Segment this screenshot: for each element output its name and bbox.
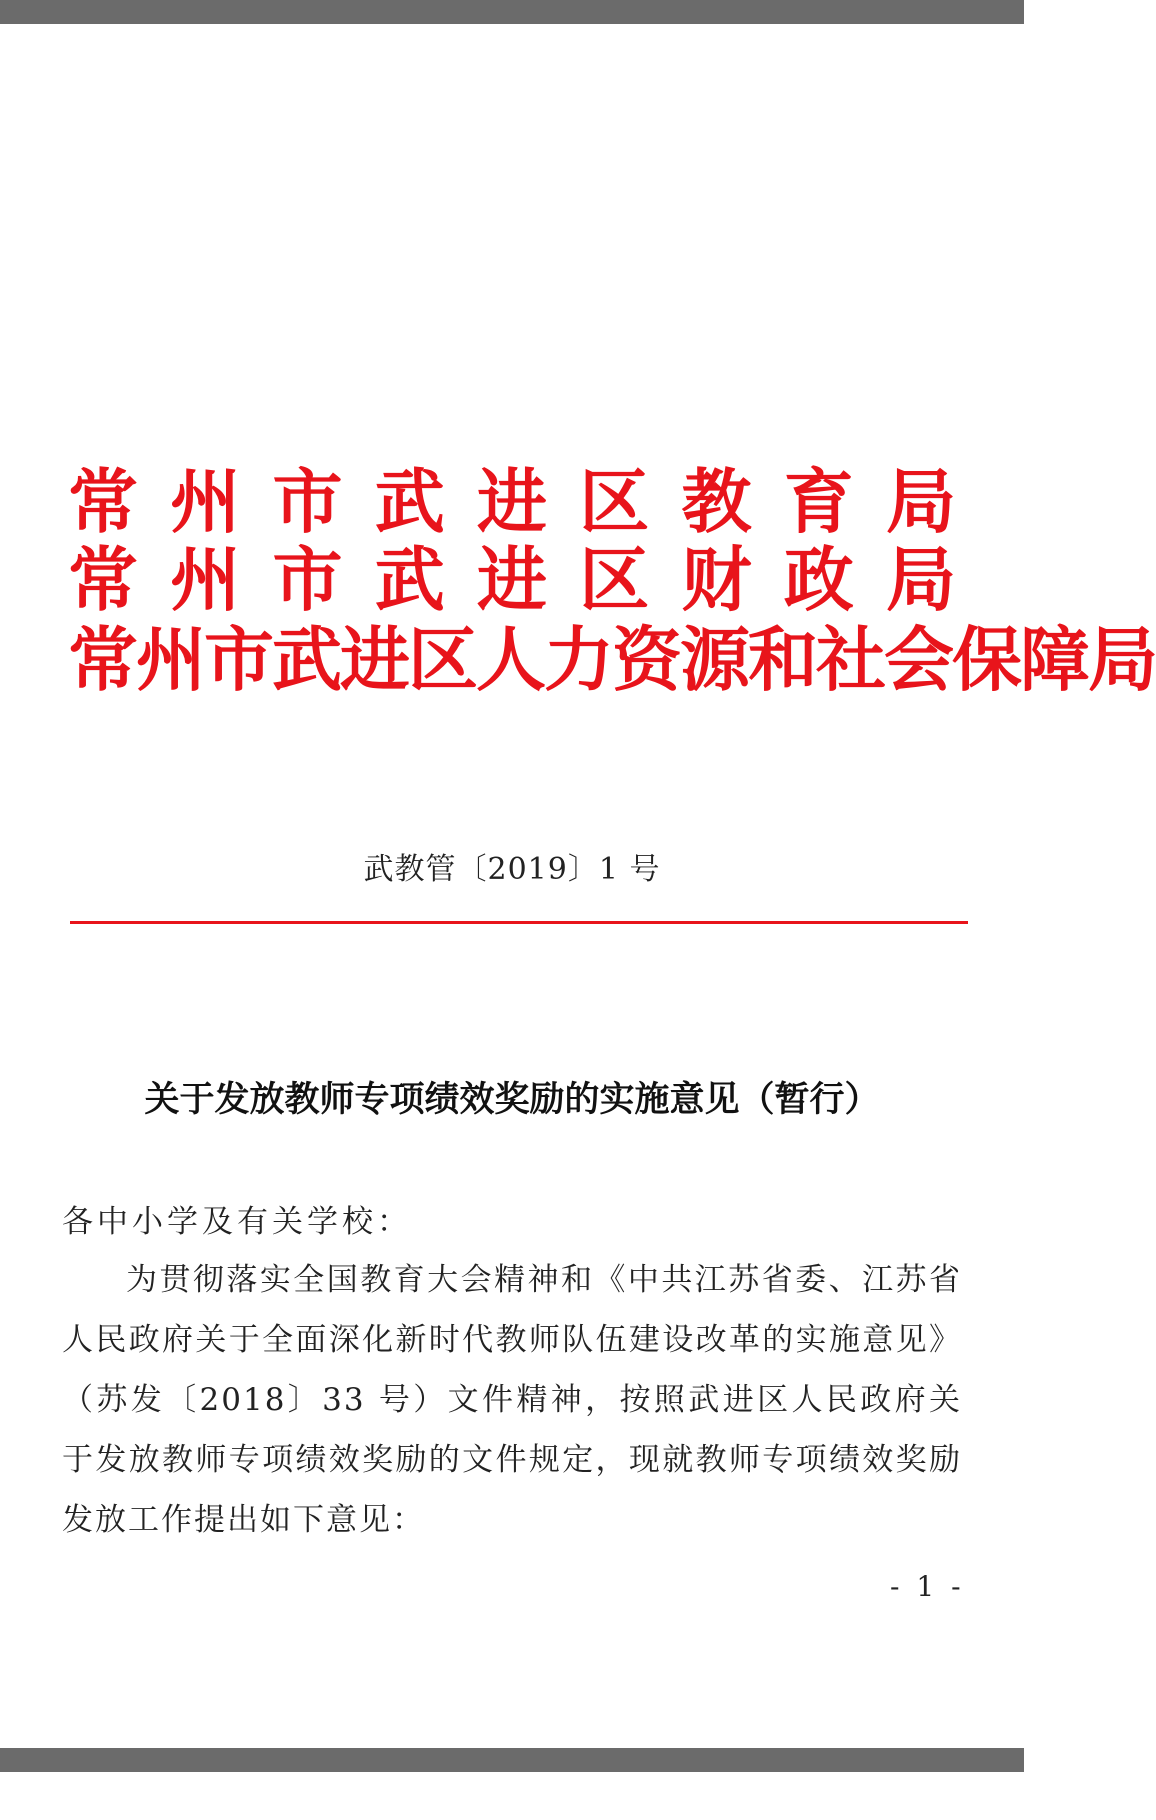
letterhead-char: 市 <box>272 460 343 543</box>
letterhead-char: 武 <box>374 460 445 543</box>
letterhead-char: 财 <box>681 538 752 621</box>
document-number: 武教管〔2019〕1 号 <box>363 852 661 887</box>
red-divider-line <box>70 921 968 924</box>
page-number: - 1 - <box>890 1570 965 1603</box>
letterhead-char: 常 <box>68 460 138 543</box>
addressee: 各中小学及有关学校： <box>62 1204 412 1240</box>
letterhead-line-education-bureau <box>68 462 956 542</box>
letterhead-char: 州 <box>170 538 241 621</box>
top-frame-bar <box>0 0 1024 24</box>
letterhead-char: 局 <box>886 460 956 543</box>
body-paragraph: 为贯彻落实全国教育大会精神和《中共江苏省委、江苏省人民政府关于全面深化新时代教师队伍建设改革的实施意见》（苏发〔2018〕33 号）文件精神，按照武进区人民政府关于发放教师专项绩效奖励的文件规定，现就教师专项绩效奖励发放工作提出如下意见： <box>62 1262 962 1538</box>
letterhead-char: 市 <box>272 538 343 621</box>
letterhead-char: 政 <box>783 538 854 621</box>
letterhead-line-hr-bureau: 常州市武进区人力资源和社会保障局 <box>68 618 1156 701</box>
letterhead-char: 教 <box>681 460 752 543</box>
letterhead-char: 常 <box>68 538 138 621</box>
letterhead-char: 局 <box>886 538 956 621</box>
letterhead-char: 区 <box>579 460 650 543</box>
letterhead-char: 区 <box>579 538 650 621</box>
letterhead-char: 育 <box>783 460 854 543</box>
letterhead-char: 州 <box>170 460 241 543</box>
letterhead-char: 进 <box>477 538 547 621</box>
document-title: 关于发放教师专项绩效奖励的实施意见（暂行） <box>144 1079 880 1120</box>
letterhead-char: 进 <box>477 460 547 543</box>
letterhead-line-finance-bureau <box>68 540 956 620</box>
bottom-frame-bar <box>0 1748 1024 1772</box>
letterhead-char: 武 <box>374 538 445 621</box>
